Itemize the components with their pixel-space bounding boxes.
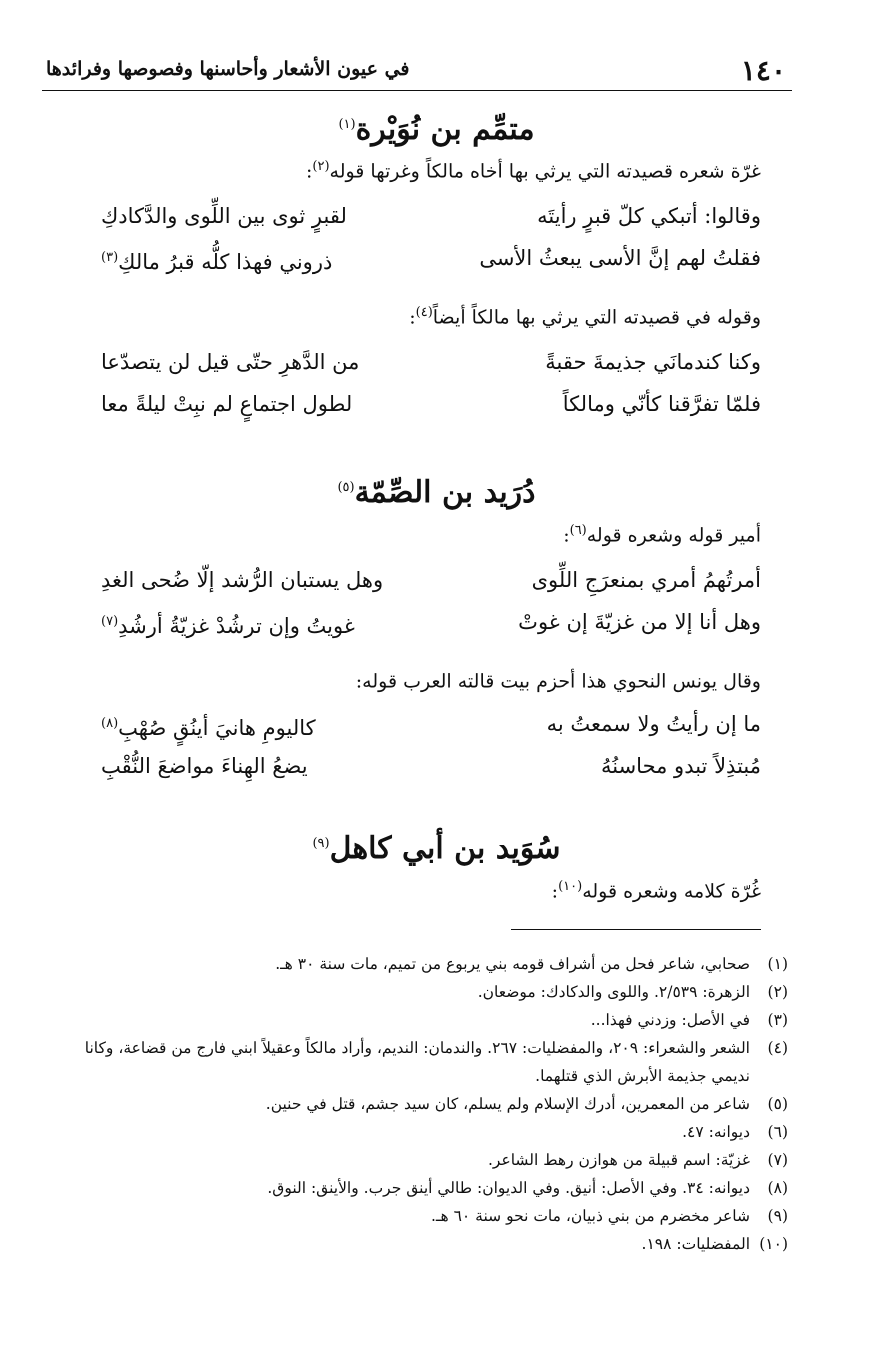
- verse-line: [101, 196, 761, 236]
- footnote: [43, 1090, 788, 1118]
- verse-line: [101, 384, 761, 424]
- note-ref: (١): [338, 117, 356, 132]
- verse-line: [101, 704, 761, 744]
- footnote: [43, 1146, 788, 1174]
- note-ref: (٨): [101, 716, 119, 731]
- verse-line: [101, 746, 761, 786]
- verse-line: [101, 238, 761, 278]
- intro-text: غُرّة كلامه وشعره قوله: [582, 880, 761, 903]
- note-ref: (٤): [415, 305, 433, 320]
- note-ref: (١٠): [558, 879, 583, 894]
- verse-line: [101, 342, 761, 382]
- footnote-number: (٣): [767, 1011, 788, 1029]
- footnote-number: (٦): [767, 1123, 788, 1141]
- hemistich-text: ذروني فهذا كلُّه قبرُ مالكِ: [118, 250, 333, 274]
- footnote: [43, 1006, 788, 1034]
- note-ref: (٣): [101, 250, 119, 265]
- note-ref: (٥): [337, 480, 355, 495]
- footnote: [43, 1034, 788, 1090]
- footnote-number: (١٠): [759, 1235, 788, 1253]
- verse-line: [101, 560, 761, 600]
- hemistich-text: كاليومِ هانيَ أينُقٍ صُهْبِ: [118, 716, 316, 740]
- footnote-text: في الأصل: وزدني فهذا...: [590, 1011, 750, 1029]
- verse-first-hemistich: وقالوا: أتبكي كلّ قبرٍ رأيتَه: [537, 204, 761, 228]
- intro-suffix: :: [551, 880, 559, 903]
- verse-second-hemistich: لطول اجتماعٍ لم نبِتْ ليلةً معا: [101, 392, 353, 416]
- footnote-number: (٤): [767, 1039, 788, 1057]
- verse-first-hemistich: أمرتُهمُ أمري بمنعرَجِ اللِّوى: [531, 568, 761, 592]
- footnote: [43, 1174, 788, 1202]
- footnote-number: (٧): [767, 1151, 788, 1169]
- section-heading-mutammim: [0, 105, 873, 150]
- page-number: ١٤٠: [740, 54, 786, 87]
- verse-second-hemistich: [101, 238, 332, 282]
- footnote-text: ديوانه: ٣٤. وفي الأصل: أنيق. وفي الديوان: طالي أينق جرب. والأينق: النوق.: [267, 1179, 750, 1197]
- verse-second-hemistich: وهل يستبان الرُّشد إلّا ضُحى الغدِ: [101, 568, 384, 592]
- verse-second-hemistich: من الدَّهرِ حتّى قيل لن يتصدّعا: [101, 350, 360, 374]
- footnote: [43, 1202, 788, 1230]
- footnote-number: (٢): [767, 983, 788, 1001]
- intro-line: [101, 872, 761, 906]
- verse-second-hemistich: [101, 602, 355, 646]
- intro-suffix: :: [563, 524, 570, 547]
- verse-first-hemistich: وكنا كندمانَي جذيمةَ حقبةً: [545, 350, 761, 374]
- body-suffix: :: [409, 306, 416, 329]
- note-ref: (٧): [101, 614, 119, 629]
- body-text: وقوله في قصيدته التي يرثي بها مالكاً أيضاً: [432, 306, 761, 329]
- footnote-text: المفضليات: ١٩٨.: [641, 1235, 750, 1253]
- footnote-number: (٥): [767, 1095, 788, 1113]
- verse-first-hemistich: مُبتذِلاً تبدو محاسنُهُ: [600, 754, 761, 778]
- footnotes: [43, 950, 788, 1258]
- intro-text: أمير قوله وشعره قوله: [586, 524, 761, 547]
- footnote-text: شاعر من المعمرين، أدرك الإسلام ولم يسلم، كان سيد جشم، قتل في حنين.: [265, 1095, 750, 1113]
- heading-text: متمِّم بن نُوَيْرة: [355, 112, 535, 147]
- footnote-rule: [511, 929, 761, 930]
- footnote: [43, 950, 788, 978]
- intro-line: [101, 516, 761, 550]
- section-heading-suwayd: [0, 824, 873, 869]
- footnote-number: (٩): [767, 1207, 788, 1225]
- verse-second-hemistich: يضعُ الهِناءَ مواضعَ النُّقْبِ: [101, 754, 308, 778]
- heading-text: دُرَيد بن الصِّمّة: [354, 475, 536, 510]
- verse-second-hemistich: لقبرٍ ثوى بين اللِّوى والدَّكادكِ: [101, 204, 347, 228]
- footnote: [43, 1230, 788, 1258]
- footnote-text: ديوانه: ٤٧.: [682, 1123, 750, 1141]
- footnote-text: صحابي، شاعر فحل من أشراف قومه بني يربوع من تميم، مات سنة ٣٠ هـ.: [275, 955, 750, 973]
- body-text: وقال يونس النحوي هذا أحزم بيت قالته العرب قوله: [362, 670, 761, 693]
- note-ref: (٩): [312, 836, 330, 851]
- verse-first-hemistich: وهل أنا إلا من غزيّةَ إن غوتْ: [518, 610, 761, 634]
- footnote-text: شاعر مخضرم من بني ذبيان، مات نحو سنة ٦٠ هـ.: [431, 1207, 750, 1225]
- verse-first-hemistich: فقلتُ لهم إنَّ الأسى يبعثُ الأسى: [479, 246, 761, 270]
- footnote-number: (١): [767, 955, 788, 973]
- note-ref: (٢): [312, 159, 330, 174]
- footnote-text: الزهرة: ٢/٥٣٩. واللوى والدكادك: موضعان.: [477, 983, 750, 1001]
- verse-first-hemistich: ما إن رأيتُ ولا سمعتُ به: [546, 712, 761, 736]
- verse-line: [101, 602, 761, 642]
- heading-text: سُوَيد بن أبي كاهل: [329, 831, 561, 866]
- footnote-text: غزيّة: اسم قبيلة من هوازن رهط الشاعر.: [487, 1151, 750, 1169]
- footnote: [43, 978, 788, 1006]
- intro-text: غرّة شعره قصيدته التي يرثي بها أخاه مالكاً وغرتها قوله: [329, 160, 761, 183]
- footnote: [43, 1118, 788, 1146]
- hemistich-text: غويتُ وإن ترشُدْ غزيّةُ أرشُدِ: [118, 614, 355, 638]
- body-line: [101, 662, 761, 696]
- note-ref: (٦): [569, 523, 587, 538]
- running-title: في عيون الأشعار وأحاسنها وفصوصها وفرائدها: [46, 58, 410, 80]
- footnote-number: (٨): [767, 1179, 788, 1197]
- body-suffix: :: [355, 670, 363, 693]
- intro-line: [101, 152, 761, 186]
- verse-second-hemistich: [101, 704, 316, 748]
- section-heading-durayd: [0, 468, 873, 513]
- footnote-text: الشعر والشعراء: ٢٠٩، والمفضليات: ٢٦٧. والندمان: النديم، وأراد مالكاً وعقيلاً ابني فارج من قضاعة، وكانا نديمي جذيمة الأبرش الذي قتلهما.: [84, 1039, 750, 1085]
- running-head: [42, 50, 792, 91]
- verse-first-hemistich: فلمّا تفرَّقنا كأنّي ومالكاً: [562, 392, 761, 416]
- intro-suffix: :: [305, 160, 313, 183]
- body-line: [101, 298, 761, 332]
